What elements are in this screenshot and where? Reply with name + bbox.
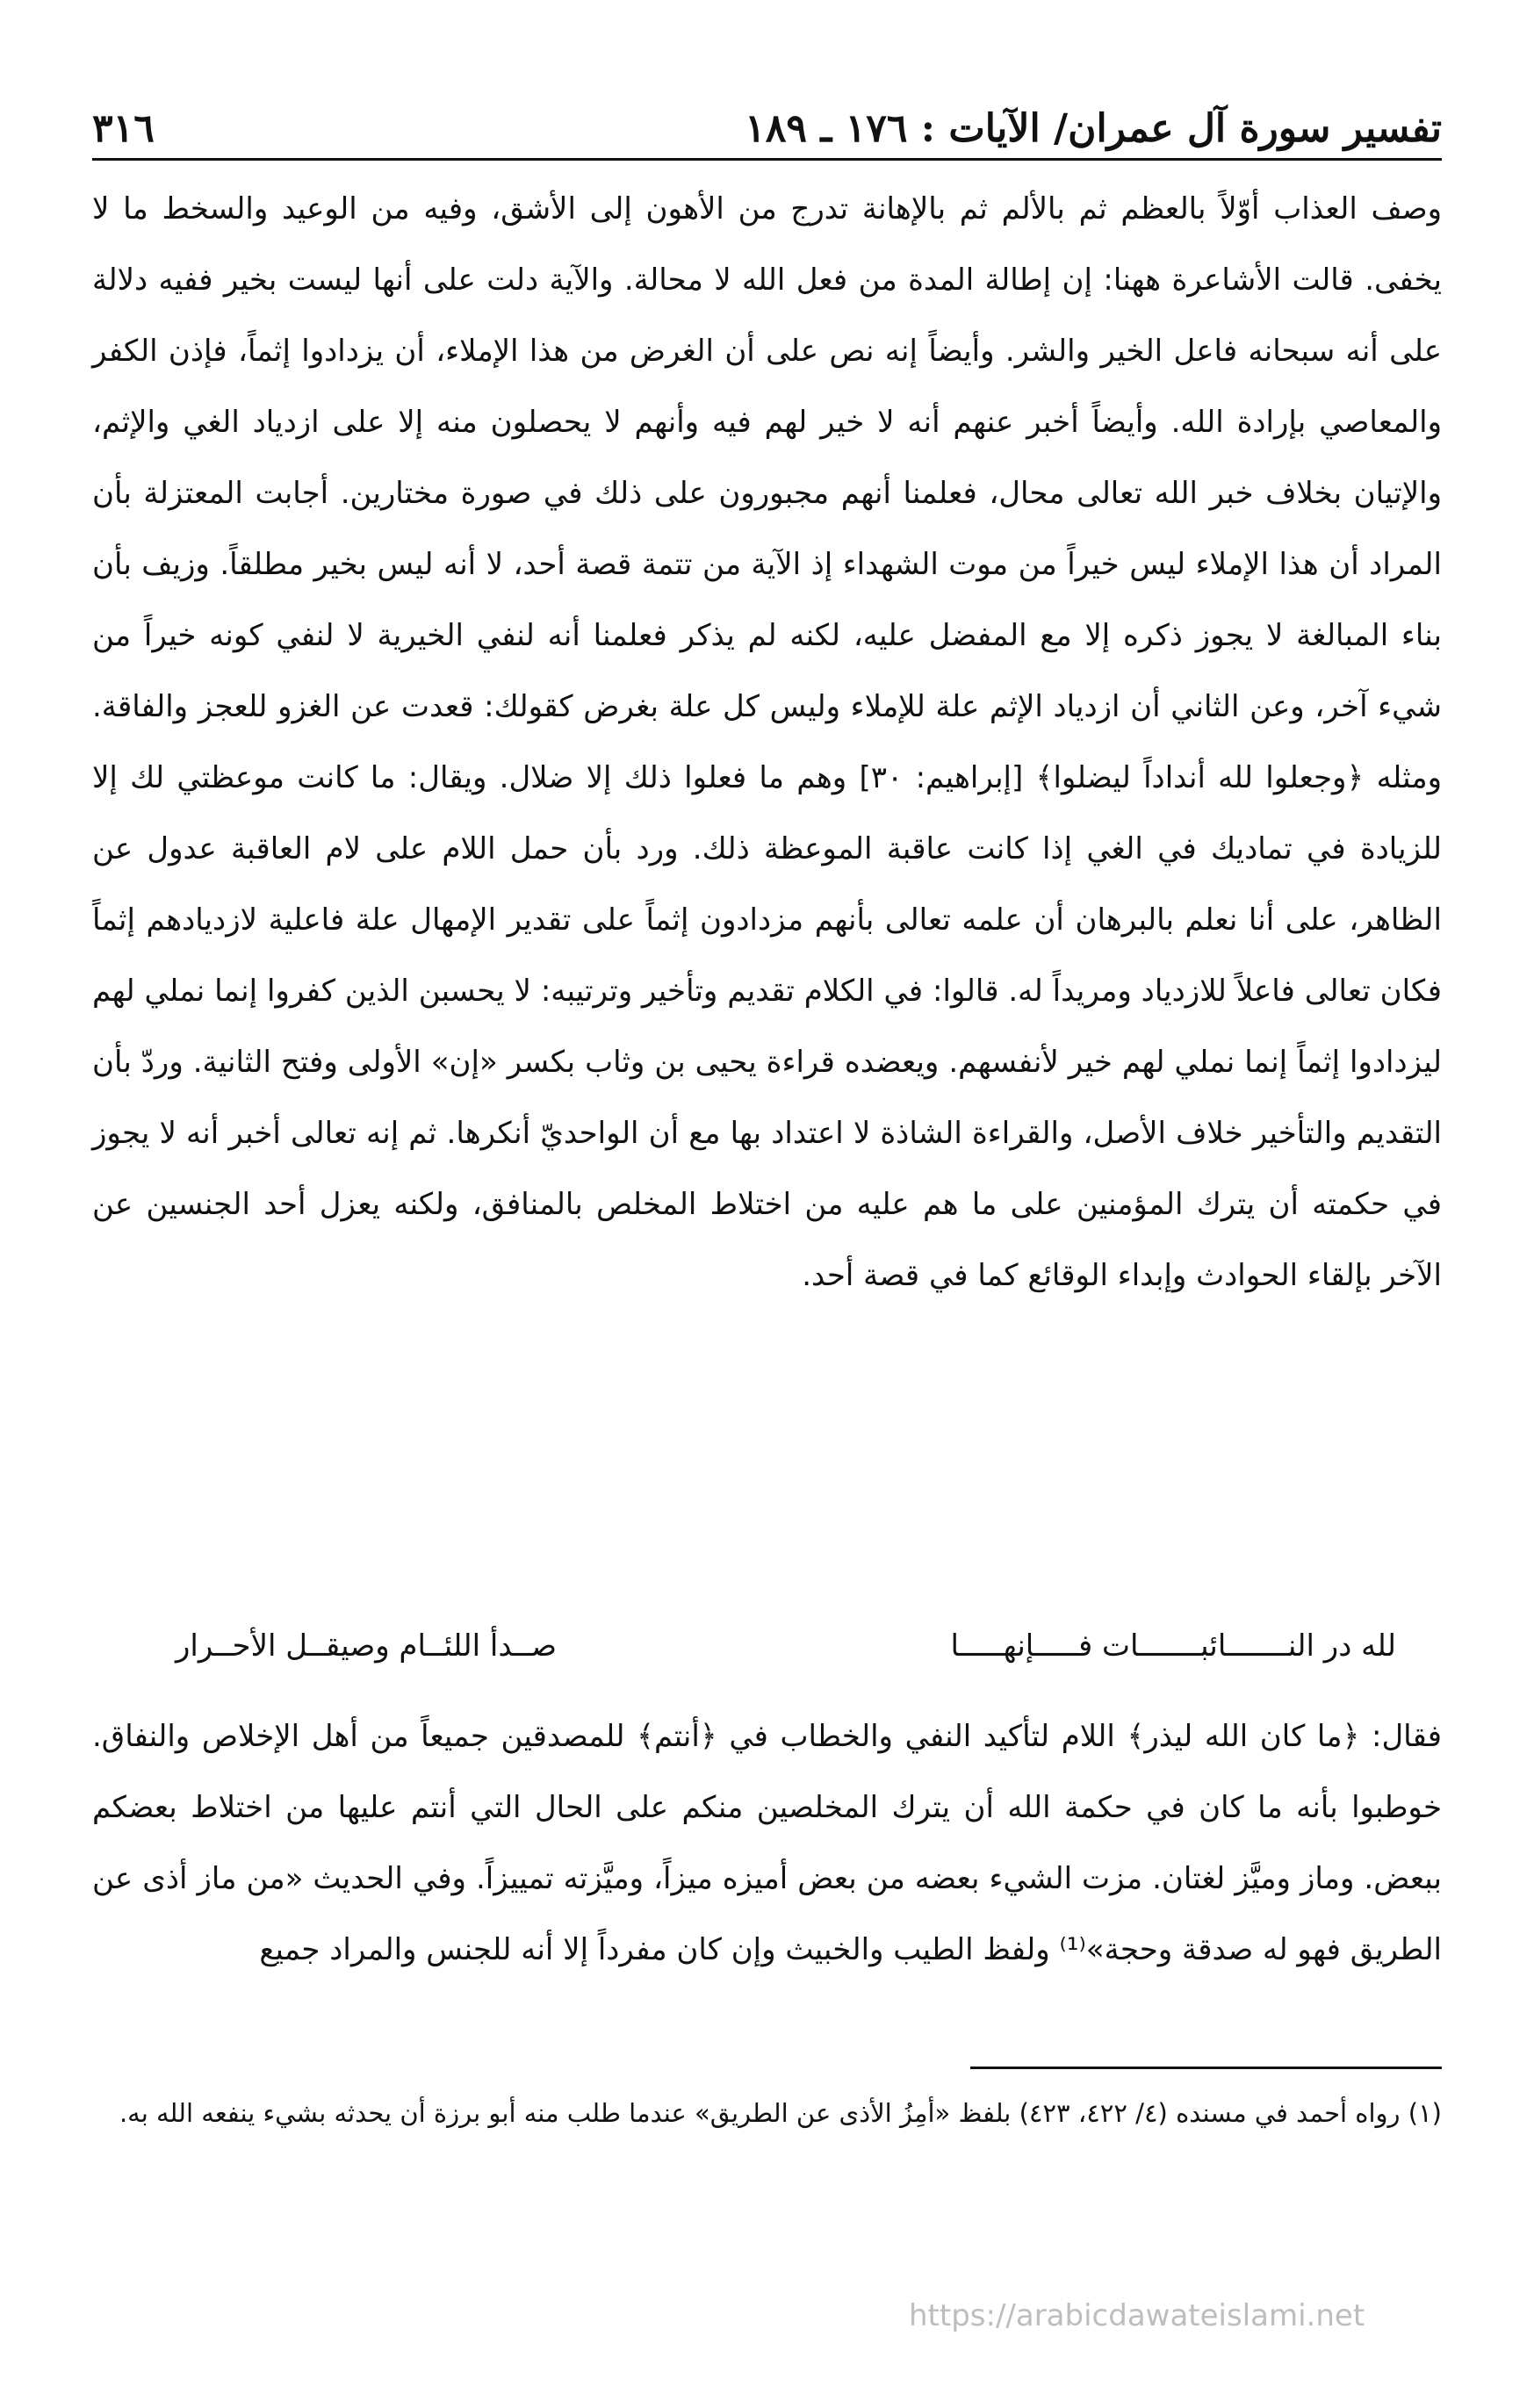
- paragraph: فقال: ﴿ما كان الله ليذر﴾ اللام لتأكيد النفي والخطاب في ﴿أنتم﴾ للمصدقين جميعاً من أهل الإخلاص والنفاق. خوطبوا بأنه ما كان في حكمة الله أن يترك المخلصين منكم على الحال التي أنتم عليها من اختلاط بعضكم ببعض. وماز وميَّز لغتان. مزت الشيء بعضه من بعض أميزه ميزاً، وميَّزته تمييزاً. وفي الحديث «من ماز أذى عن الطريق فهو له صدقة وحجة»⁽¹⁾ ولفظ الطيب والخبيث وإن كان مفرداً إلا أنه للجنس والمراد جميع: [92, 1719, 1442, 1967]
- footnote: (١) رواه أحمد في مسنده (٤/ ٤٢٢، ٤٢٣) بلفظ «أمِزُ الأذى عن الطريق» عندما طلب منه أبو برزة أن يحدثه بشيء ينفعه الله به.: [119, 2098, 1442, 2128]
- main-text-continued: [92, 1701, 1442, 1986]
- running-header: [92, 81, 1442, 151]
- verse-first-hemistich: لله در النـــــــائبـــــــات فـــــإنهـــــا: [950, 1628, 1396, 1664]
- verse-second-hemistich: صــدأ اللئــام وصيقــل الأحــرار: [176, 1628, 557, 1664]
- page-number: ٣١٦: [92, 106, 155, 151]
- footnote-rule: [970, 2067, 1442, 2069]
- watermark-url: https://arabicdawateislami.net: [909, 2298, 1365, 2333]
- running-title: تفسير سورة آل عمران/ الآيات : ١٧٦ ـ ١٨٩: [745, 106, 1442, 151]
- header-rule: [92, 158, 1442, 161]
- paragraph: وصف العذاب أوّلاً بالعظم ثم بالألم ثم بالإهانة تدرج من الأهون إلى الأشق، وفيه من الوعيد والسخط ما لا يخفى. قالت الأشاعرة ههنا: إن إطالة المدة من فعل الله لا محالة. والآية دلت على أنها ليست بخير ففيه دلالة على أنه سبحانه فاعل الخير والشر. وأيضاً إنه نص على أن الغرض من هذا الإملاء، أن يزدادوا إثماً، فإذن الكفر والمعاصي بإرادة الله. وأيضاً أخبر عنهم أنه لا خير لهم فيه وأنهم لا يحصلون منه إلا على ازدياد الغي والإثم، والإتيان بخلاف خبر الله تعالى محال، فعلمنا أنهم مجبورون على ذلك في صورة مختارين. أجابت المعتزلة بأن المراد أن هذا الإملاء ليس خيراً من موت الشهداء إذ الآية من تتمة قصة أحد، لا أنه ليس بخير مطلقاً. وزيف بأن بناء المبالغة لا يجوز ذكره إلا مع المفضل عليه، لكنه لم يذكر فعلمنا أنه لنفي الخيرية لا لنفي كونه خيراً من شيء آخر، وعن الثاني أن ازدياد الإثم علة للإملاء وليس كل علة بغرض كقولك: قعدت عن الغزو للعجز والفاقة. ومثله ﴿وجعلوا لله أنداداً ليضلوا﴾ [إبراهيم: ٣٠] وهم ما فعلوا ذلك إلا ضلال. ويقال: ما كانت موعظتي لك إلا للزيادة في تماديك في الغي إذا كانت عاقبة الموعظة ذلك. ورد بأن حمل اللام على لام العاقبة عدول عن الظاهر، على أنا نعلم بالبرهان أن علمه تعالى بأنهم مزدادون إثماً على تقدير الإمهال علة فاعلية لازديادهم إثماً فكان تعالى فاعلاً للازدياد ومريداً له. قالوا: في الكلام تقديم وتأخير وترتيبه: لا يحسبن الذين كفروا إنما نملي لهم ليزدادوا إثماً إنما نملي لهم خير لأنفسهم. ويعضده قراءة يحيى بن وثاب بكسر «إن» الأولى وفتح الثانية. وردّ بأن التقديم والتأخير خلاف الأصل، والقراءة الشاذة لا اعتداد بها مع أن الواحديّ أنكرها. ثم إنه تعالى أخبر أنه لا يجوز في حكمته أن يترك المؤمنين على ما هم عليه من اختلاط المخلص بالمنافق، ولكنه يعزل أحد الجنسين عن الآخر بإلقاء الحوادث وإبداء الوقائع كما في قصة أحد.: [92, 191, 1442, 1293]
- main-text: [92, 174, 1442, 1312]
- poetry-verse: [176, 1615, 1396, 1677]
- footnotes: [92, 2086, 1442, 2140]
